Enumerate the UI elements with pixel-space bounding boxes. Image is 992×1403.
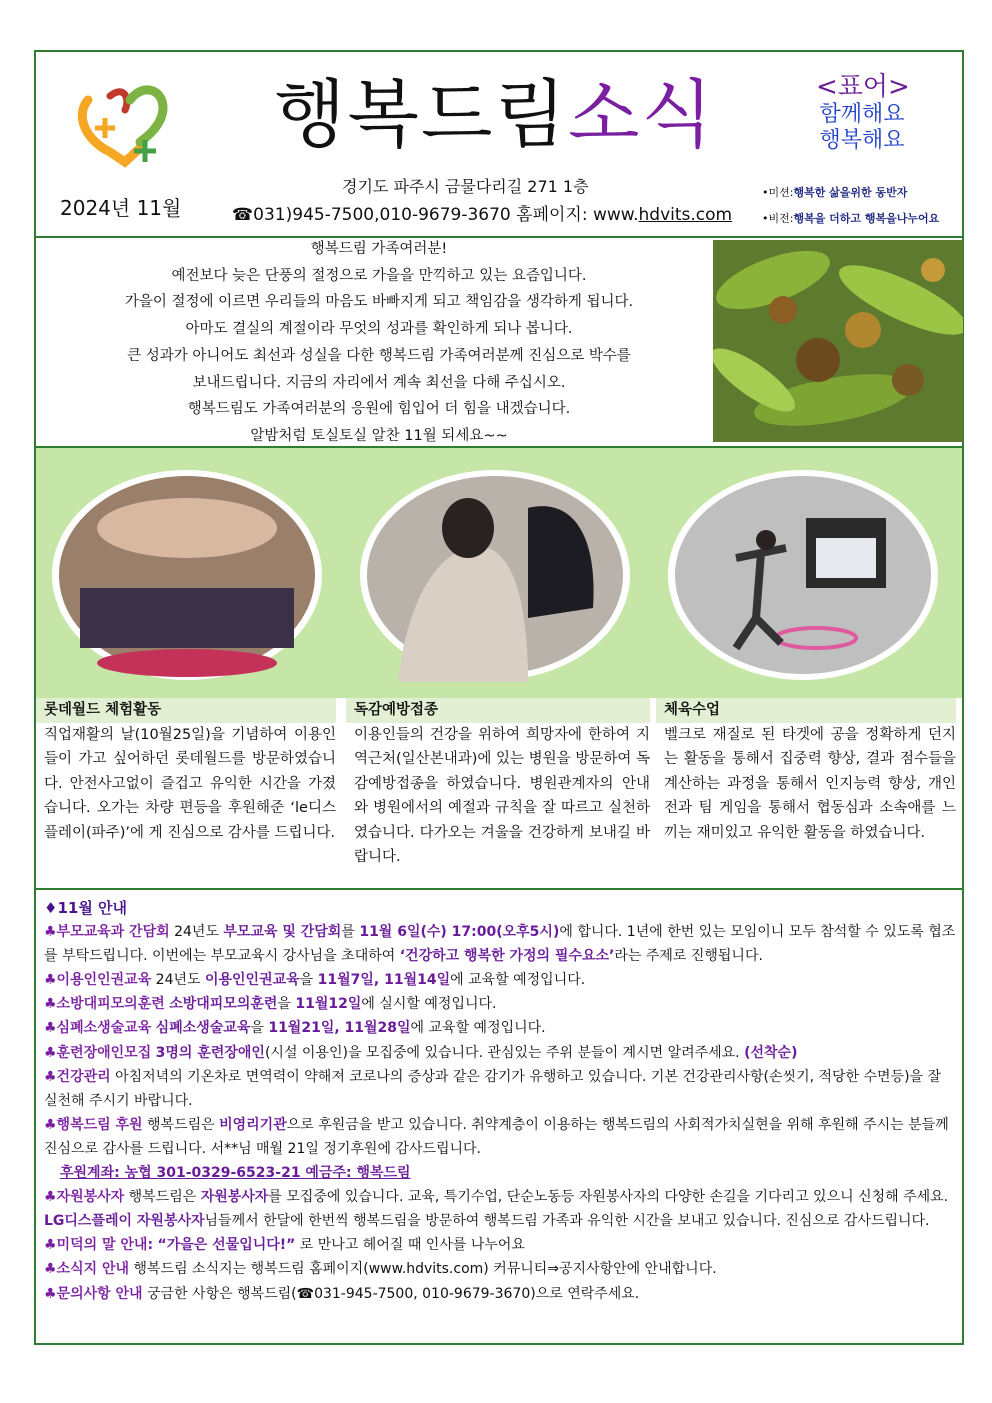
notice-item (44, 1016, 956, 1040)
mission (762, 180, 939, 206)
item-text: 에 실시할 예정입니다. (361, 996, 497, 1013)
letter-line: 알밤처럼 토실토실 알찬 11월 되세요~~ (250, 427, 508, 444)
item-text: 를 (341, 924, 360, 941)
item-emph: LG디스플레이 자원봉사자 (44, 1213, 205, 1230)
letter-text (56, 236, 702, 450)
item-emph: 비영리기관 (219, 1116, 287, 1133)
letter-line: 가을이 절정에 이르면 우리들의 마음도 바빠지게 되고 책임감을 생각하게 됩니다. (124, 294, 634, 311)
lotteworld-photo (50, 468, 324, 682)
mission-vision (762, 180, 939, 232)
notice-item (44, 1041, 956, 1065)
item-text: 을 (277, 996, 296, 1013)
item-emph: 이용인인권교육 (204, 972, 300, 989)
item-emph: 3명의 훈련장애인 (155, 1044, 265, 1061)
item-text: 님들께서 한달에 한번씩 행복드림을 방문하여 행복드림 가족과 유익한 시간을 보내고 있습니다. 진심으로 감사드립니다. (204, 1213, 930, 1230)
item-head: ♣행복드림 후원 (44, 1116, 143, 1133)
newsletter-title (274, 60, 715, 170)
activity-text: 벨크로 재질로 된 타겟에 공을 정확하게 던지는 활동을 통해서 집중력 향상, 결과 점수들을 계산하는 과정을 통해서 인지능력 향상, 개인전과 팀 게임을 통해서 협동심과 소속애를 느끼는 재미있고 유익한 활동을 하였습니다. (664, 726, 956, 841)
item-text: 로 만나고 헤어질 때 인사를 나누어요 (295, 1237, 525, 1254)
item-text: 으로 후원금을 받고 있습니다. 취약계층이 이용하는 행복드림의 사회적가치실현을 위해 후원해 주시는 분들께 진심으로 감사를 드립니다. 서**님 매월 21일 정기후원에 감사드립니다. (44, 1116, 949, 1157)
item-emph: 소방대피모의훈련 (169, 996, 278, 1013)
notice-item (44, 1065, 956, 1113)
item-text: 행복드림은 (142, 1116, 220, 1133)
notice-item (44, 1282, 956, 1306)
letter-line: 행복드림도 가족여러분의 응원에 힘입어 더 힘을 내겠습니다. (187, 401, 571, 418)
newsletter-frame (34, 50, 964, 1345)
letter-line: 예전보다 늦은 단풍의 절정으로 가을을 만끽하고 있는 요즘입니다. (171, 267, 587, 284)
mission-label: •미션: (762, 186, 794, 199)
item-emph: 심폐소생술교육 (155, 1020, 251, 1037)
activity-captions (36, 698, 962, 890)
logo (70, 70, 180, 170)
item-head: ♣소방대피모의훈련 (44, 996, 165, 1013)
mission-text: 행복한 삶을위한 동반자 (793, 186, 908, 199)
item-text: 아침저녁의 기온차로 면역력이 약해져 코로나의 증상과 같은 감기가 유행하고 있습니다. 기본 건강관리사항(손씻기, 적당한 수면등)을 잘 실천해 주시기 바랍니다. (44, 1068, 942, 1109)
notice-item (44, 1257, 956, 1281)
activity-card (44, 698, 336, 845)
activity-title: 독감예방접종 (346, 698, 650, 723)
notice-item (44, 992, 956, 1016)
letter-line: 아마도 결실의 계절이라 무엇의 성과를 확인하게 되나 봅니다. (185, 321, 573, 338)
motto-line: 함께해요 (819, 102, 905, 127)
donation-account (44, 1161, 956, 1185)
contact-line (232, 200, 732, 225)
letter-line: 보내드립니다. 지금의 자리에서 계속 최선을 다해 주십시오. (192, 374, 566, 391)
notice-item (44, 968, 956, 992)
activity-card (664, 698, 956, 845)
motto-heading: <표어> (816, 72, 910, 102)
notice-heading: ♦11월 안내 (44, 899, 128, 917)
phone: ☎031)945-7500,010-9679-3670 홈페이지: www. (232, 205, 639, 225)
greeting-letter (36, 236, 962, 448)
vision-label: •비전: (762, 212, 794, 225)
item-text: 궁금한 사항은 행복드림(☎031-945-7500, 010-9679-3670)으로 연락주세요. (142, 1285, 640, 1302)
item-text: 을 (250, 1020, 269, 1037)
item-emph: ‘건강하고 행복한 가정의 필수요소’ (399, 948, 615, 965)
item-emph: 자원봉사자 (200, 1189, 269, 1206)
november-notice (44, 896, 956, 1306)
item-head: ♣문의사항 안내 (44, 1285, 143, 1302)
letter-line: 큰 성과가 아니어도 최선과 성실을 다한 행복드림 가족여러분께 진심으로 박수를 (127, 347, 631, 364)
header (36, 52, 962, 238)
account-text: 후원계좌: 농협 301-0329-6523-21 예금주: 행복드림 (60, 1165, 411, 1182)
activity-title: 롯데월드 체험활동 (36, 698, 336, 723)
notice-item (44, 920, 956, 968)
item-emph: “가을은 선물입니다!” (157, 1237, 296, 1254)
motto (814, 102, 910, 154)
item-emph: 11월 6일(수) 17:00(오후5시) (359, 924, 560, 941)
chestnut-photo (713, 240, 963, 442)
motto-line: 행복해요 (819, 128, 905, 153)
item-text: 24년도 (151, 972, 205, 989)
vision-text: 행복을 더하고 행복을나누어요 (793, 212, 940, 225)
title-main: 행복드림 (274, 72, 568, 158)
pe-class-photo (666, 468, 940, 682)
item-emph: 11월21일, 11월28일 (268, 1020, 411, 1037)
item-head: ♣훈련장애인모집 (44, 1044, 152, 1061)
item-emph: (선착순) (744, 1044, 798, 1061)
item-text: 행복드림은 (124, 1189, 201, 1206)
item-emph: 11월7일, 11월14일 (317, 972, 451, 989)
item-text: 을 (299, 972, 318, 989)
notice-item (44, 1113, 956, 1161)
item-text: 행복드림 소식지는 행복드림 홈페이지(www.hdvits.com) 커뮤니티⇒공지사항안에 안내합니다. (129, 1261, 717, 1278)
website-link[interactable]: hdvits.com (638, 205, 733, 225)
item-head: ♣소식지 안내 (44, 1261, 130, 1278)
activity-card (354, 698, 650, 870)
item-text: 24년도 (169, 924, 224, 941)
item-head: ♣자원봉사자 (44, 1189, 125, 1206)
item-text: 라는 주제로 진행됩니다. (614, 948, 763, 965)
item-text: 를 모집중에 있습니다. 교육, 특기수업, 단순노동등 자원봉사자의 다양한 손길을 기다리고 있으니 신청해 주세요. (268, 1189, 949, 1206)
notice-item (44, 1185, 956, 1233)
address: 경기도 파주시 금물다리길 271 1층 (342, 177, 589, 196)
notice-item (44, 1233, 956, 1257)
item-text: 에 합니다. 1년에 한번 있는 모임이니 모두 참석할 수 있도록 협조를 부탁드립니다. 이번에는 부모교육시 강사님을 초대하여 (44, 924, 956, 965)
item-head: ♣부모교육과 간담회 (44, 924, 170, 941)
activity-photos (36, 448, 962, 698)
item-text: (시설 이용인)을 모집중에 있습니다. 관심있는 주위 분들이 계시면 알려주세요. (264, 1044, 745, 1061)
item-head: ♣심폐소생술교육 (44, 1020, 152, 1037)
activity-text: 직업재활의 날(10월25일)을 기념하여 이용인들이 가고 싶어하던 롯데월드를 방문하였습니다. 안전사고없이 즐겁고 유익한 시간을 가졌습니다. 오가는 차량 편등을 후원해준 ‘le디스플레이(파주)’에 게 진심으로 감사를 드립니다. (44, 726, 336, 841)
item-emph: 11월12일 (295, 996, 362, 1013)
item-head: ♣이용인인권교육 (44, 972, 152, 989)
item-text: 에 교육할 예정입니다. (450, 972, 586, 989)
letter-line: 행복드림 가족여러분! (310, 241, 448, 257)
vision (762, 206, 939, 232)
vaccination-photo (358, 468, 632, 682)
title-accent: 소식 (567, 72, 715, 158)
activity-title: 체육수업 (656, 698, 956, 723)
item-head: ♣미덕의 말 안내: (44, 1237, 154, 1254)
issue-date: 2024년 11월 (60, 196, 182, 220)
item-emph: 부모교육 및 간담회 (223, 924, 342, 941)
item-head: ♣건강관리 (44, 1068, 111, 1085)
activity-text: 이용인들의 건강을 위하여 희망자에 한하여 지역근처(일산본내과)에 있는 병원을 방문하여 독감예방접종을 하였습니다. 병원관계자의 안내와 병원에서의 예절과 규칙을 잘 따르고 실천하였습니다. 다가오는 겨울을 건강하게 보내길 바랍니다. (354, 726, 650, 865)
item-text: 에 교육할 예정입니다. (410, 1020, 546, 1037)
